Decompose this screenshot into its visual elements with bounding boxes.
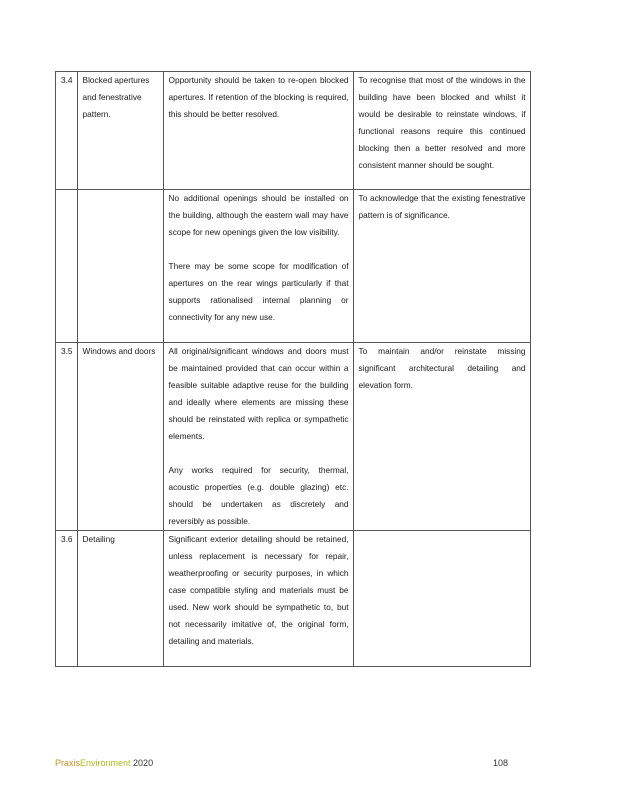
conservation-policy-table: [55, 71, 531, 667]
policy-number: 3.4: [56, 72, 78, 190]
policy-number: 3.6: [56, 531, 78, 667]
footer-brand: [55, 757, 153, 769]
policy-text: [163, 343, 353, 531]
table-row: [56, 190, 531, 343]
policy-title: Detailing: [77, 531, 163, 667]
policy-title: Windows and doors: [77, 343, 163, 531]
policy-paragraph: There may be some scope for modification of apertures on the rear wings particularly if that supports rationalised internal planning or connectivity for any new use.: [168, 261, 349, 322]
policy-reason: [353, 531, 530, 667]
policy-paragraph: Significant exterior detailing should be retained, unless replacement is necessary for repair, weatherproofing or security purposes, in which case compatible styling and materials must be used. New work should be sympathetic to, but not necessarily imitative of, the original form, detailing and materials.: [168, 534, 349, 646]
policy-text: [163, 531, 353, 667]
policy-reason: To acknowledge that the existing fenestrative pattern is of significance.: [353, 190, 530, 343]
policy-reason: To maintain and/or reinstate missing significant architectural detailing and elevation form.: [353, 343, 530, 531]
policy-paragraph: All original/significant windows and doors must be maintained provided that can occur within a feasible suitable adaptive reuse for the building and ideally where elements are missing these should be reinstated with replica or sympathetic elements.: [168, 346, 349, 441]
policy-title: Blocked apertures and fenestrative pattern.: [77, 72, 163, 190]
footer-year: 2020: [130, 758, 154, 768]
policy-reason: To recognise that most of the windows in the building have been blocked and whilst it would be desirable to reinstate windows, if functional reasons require this continued blocking then a better resolved and more consistent manner should be sought.: [353, 72, 530, 190]
policy-text: [163, 72, 353, 190]
policy-title: [77, 190, 163, 343]
table-row: [56, 72, 531, 190]
policy-number: 3.5: [56, 343, 78, 531]
table-row: [56, 343, 531, 531]
table-row: [56, 531, 531, 667]
page-number: 108: [493, 758, 509, 768]
policy-paragraph: Opportunity should be taken to re-open blocked apertures. If retention of the blocking is required, this should be better resolved.: [168, 75, 349, 119]
brand-praxis: Praxis: [55, 758, 81, 768]
policy-text: [163, 190, 353, 343]
policy-number: [56, 190, 78, 343]
brand-environment: Environment: [80, 758, 131, 768]
policy-paragraph: Any works required for security, thermal, acoustic properties (e.g. double glazing) etc. should be undertaken as discretely and reversibly as possible.: [168, 465, 349, 526]
policy-paragraph: No additional openings should be installed on the building, although the eastern wall may have scope for new openings given the low visibility.: [168, 193, 349, 237]
